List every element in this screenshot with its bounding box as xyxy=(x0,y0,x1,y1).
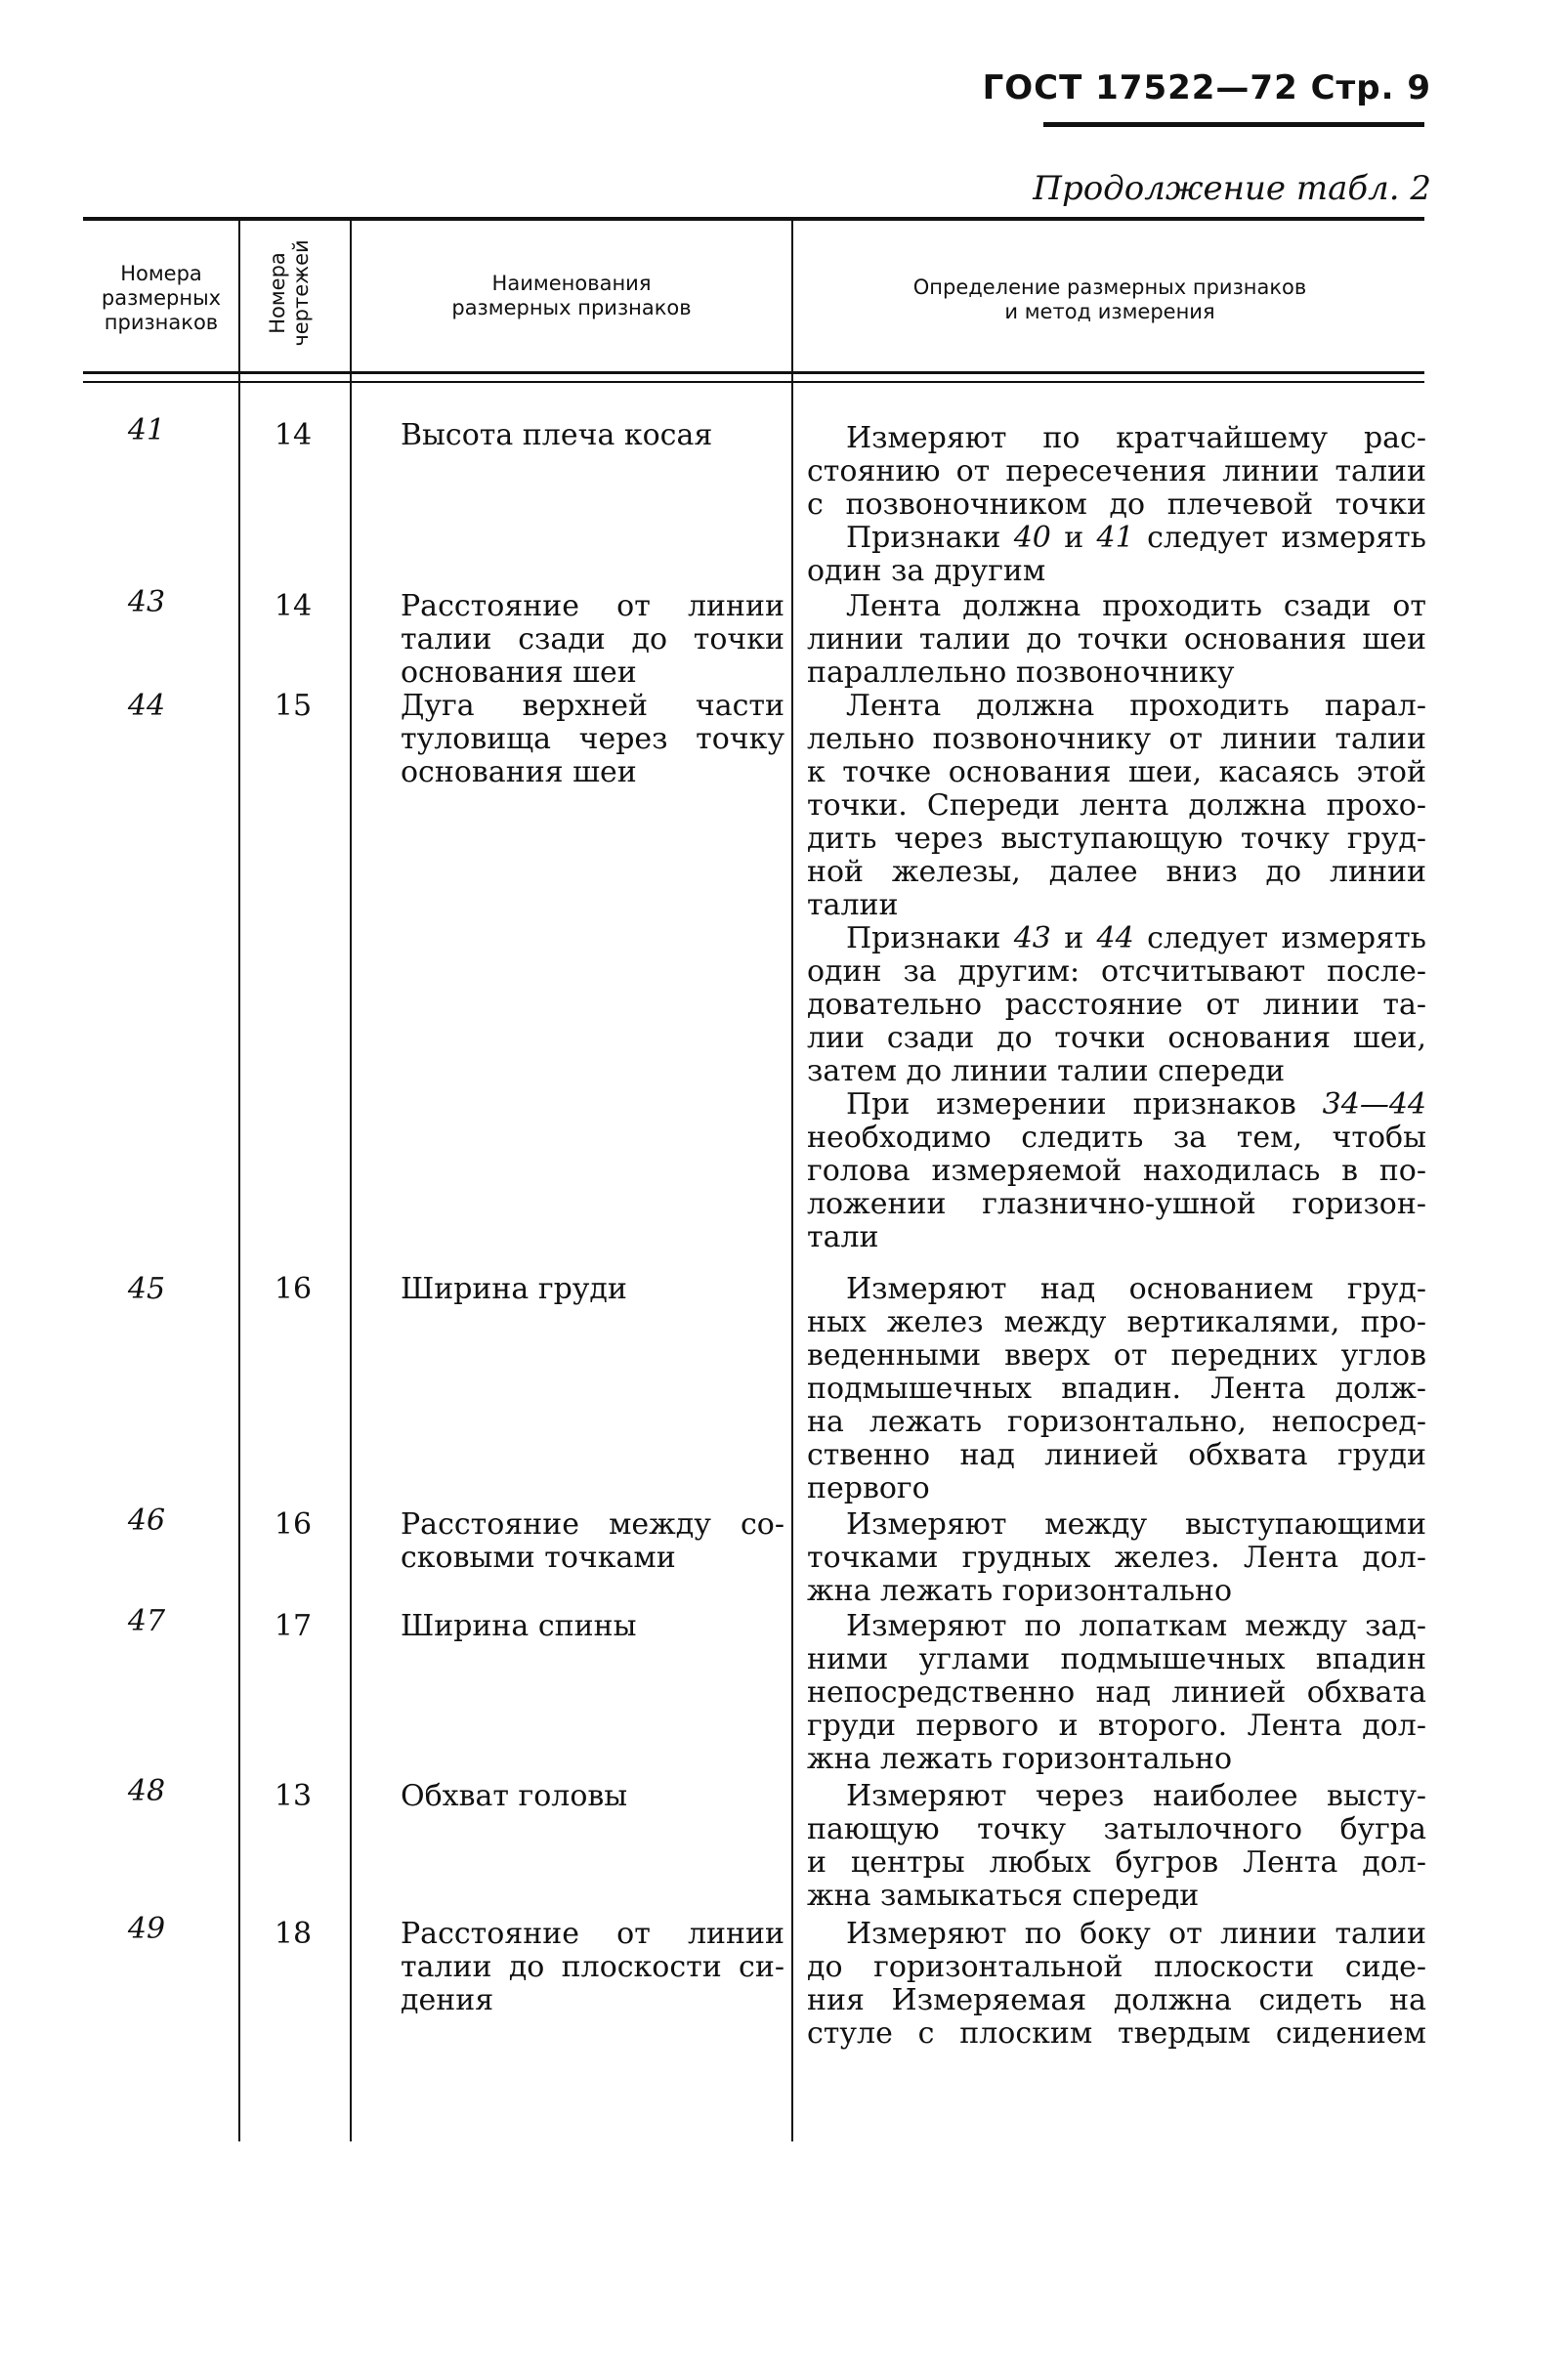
row-46-definition: Измеряют между выступающими точками грудных желез. Лента дол- жна лежать горизонтально xyxy=(807,1507,1426,1608)
page-number: Стр. 9 xyxy=(1310,68,1431,107)
row-44-definition: Лента должна проходить парал- лельно позвоночнику от линии талии к точке основания шеи, касаясь этой точки. Спереди лента должна прохо- дить через выступающую точку груд- ной железы, далее вниз до линии талии Признаки 43 и 44 следует измерять один за другим: отсчитывают после- довательно расстояние от линии та- лии сзади до точки основания шеи, затем до линии талии спереди При измерении признаков 34—44 необходимо следить за тем, чтобы голова измеряемой находилась в по- ложении глазнично-ушной горизон- тали xyxy=(807,689,1426,1254)
page-header xyxy=(983,68,1431,107)
row-47-figure: 17 xyxy=(274,1609,313,1643)
row-48-number: 48 xyxy=(127,1774,166,1808)
table-continuation-label: Продолжение табл. 2 xyxy=(1033,169,1431,208)
column-divider-2 xyxy=(350,221,352,2141)
row-44-number: 44 xyxy=(127,689,166,723)
column-header-definition: Определение размерных признаков и метод измерения xyxy=(912,275,1307,323)
row-41-figure: 14 xyxy=(274,418,313,452)
row-49-figure: 18 xyxy=(274,1917,313,1951)
row-49-name: Расстояние от линии талии до плоскости си- дения xyxy=(401,1917,784,2017)
row-45-name: Ширина груди xyxy=(401,1272,627,1306)
column-divider-3 xyxy=(791,221,793,2141)
row-47-name: Ширина спины xyxy=(401,1609,637,1643)
row-47-definition: Измеряют по лопаткам между зад- ними углами подмышечных впадин непосредственно над линией обхвата груди первого и второго. Лента дол- жна лежать горизонтально xyxy=(807,1609,1426,1776)
row-45-number: 45 xyxy=(127,1272,166,1306)
row-43-number: 43 xyxy=(127,585,166,619)
column-header-number: Номера размерных признаков xyxy=(101,262,222,334)
table-top-rule xyxy=(83,217,1424,221)
row-46-figure: 16 xyxy=(274,1507,313,1542)
row-41-name: Высота плеча косая xyxy=(401,418,713,452)
row-44-name: Дуга верхней части туловища через точку основания шеи xyxy=(401,689,784,789)
header-bottom-rule xyxy=(83,371,1424,374)
row-48-name: Обхват головы xyxy=(401,1779,628,1813)
row-48-definition: Измеряют через наиболее высту- пающую точку затылочного бугра и центры любых бугров Лента дол- жна замыкаться спереди xyxy=(807,1779,1426,1913)
row-43-name: Расстояние от линии талии сзади до точки основания шеи xyxy=(401,589,784,690)
row-48-figure: 13 xyxy=(274,1779,313,1813)
column-header-figure: Номера чертежей xyxy=(266,238,313,347)
row-49-definition: Измеряют по боку от линии талии до горизонтальной плоскости сиде- ния Измеряемая должна сидеть на стуле с плоским твердым сидением xyxy=(807,1917,1426,2051)
row-43-figure: 14 xyxy=(274,589,313,623)
header-rule xyxy=(1043,122,1424,127)
header-bottom-rule-2 xyxy=(83,381,1424,383)
row-43-definition: Лента должна проходить сзади от линии талии до точки основания шеи параллельно позвоночнику xyxy=(807,589,1426,690)
row-44-figure: 15 xyxy=(274,689,313,723)
row-46-name: Расстояние между со- сковыми точками xyxy=(401,1507,784,1575)
standard-number: ГОСТ 17522—72 xyxy=(982,68,1298,107)
row-47-number: 47 xyxy=(127,1604,166,1638)
row-45-figure: 16 xyxy=(274,1272,313,1306)
row-41-number: 41 xyxy=(127,413,166,447)
row-41-definition: Измеряют по кратчайшему рас- стоянию от пересечения линии талии с позвоночником до плечевой точки Признаки 40 и 41 следует измерять один за другим xyxy=(807,421,1426,588)
column-divider-1 xyxy=(238,221,240,2141)
row-45-definition: Измеряют над основанием груд- ных желез между вертикалями, про- веденными вверх от передних углов подмышечных впадин. Лента долж- на лежать горизонтально, непосред- ственно над линией обхвата груди первого xyxy=(807,1272,1426,1505)
row-46-number: 46 xyxy=(127,1504,166,1538)
row-49-number: 49 xyxy=(127,1912,166,1946)
column-header-name: Наименования размерных признаков xyxy=(451,272,692,319)
